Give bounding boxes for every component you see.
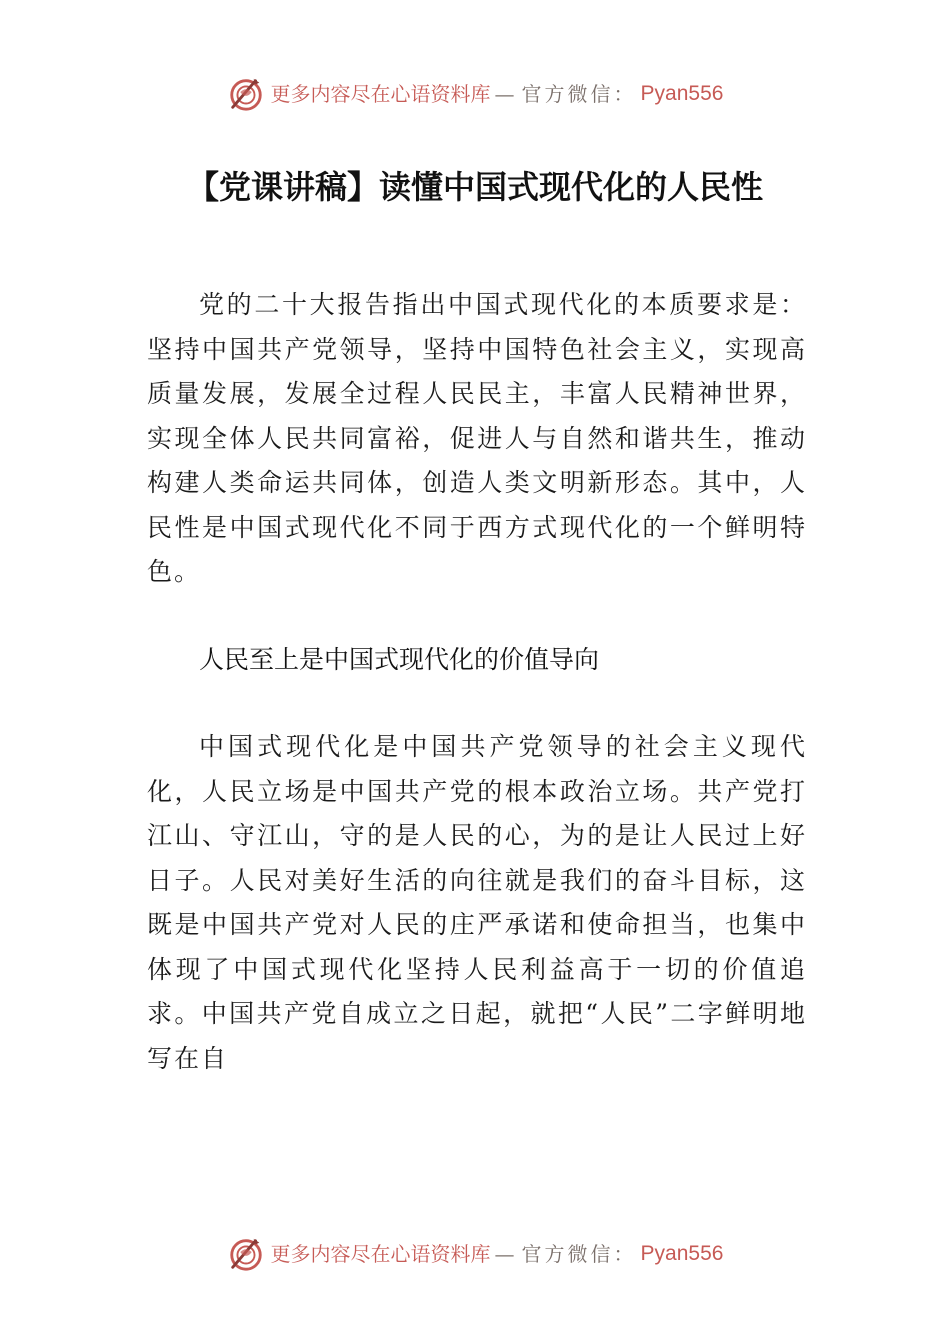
- banner-wechat-id: Pyan556: [640, 82, 724, 105]
- section-heading: 人民至上是中国式现代化的价值导向: [199, 645, 600, 674]
- footer-banner: [0, 1234, 950, 1274]
- banner-official-label: 官方微信：: [521, 82, 637, 106]
- paragraph-intro: 党的二十大报告指出中国式现代化的本质要求是：坚持中国共产党领导，坚持中国特色社会主义，实现高质量发展，发展全过程人民民主，丰富人民精神世界，实现全体人民共同富裕，促进人与自然和谐共生，推动构建人类命运共同体，创造人类文明新形态。其中，人民性是中国式现代化不同于西方式现代化的一个鲜明特色。: [147, 290, 807, 586]
- banner-dash: —: [494, 82, 518, 106]
- banner-wechat-id: Pyan556: [640, 1242, 724, 1265]
- header-banner: [0, 74, 950, 114]
- document-title: 【党课讲稿】读懂中国式现代化的人民性: [186, 168, 763, 206]
- banner-dash: —: [494, 1242, 518, 1266]
- paragraph-section-1: 中国式现代化是中国共产党领导的社会主义现代化，人民立场是中国共产党的根本政治立场。共产党打江山、守江山，守的是人民的心，为的是让人民过上好日子。人民对美好生活的向往就是我们的奋斗目标，这既是中国共产党对人民的庄严承诺和使命担当，也集中体现了中国式现代化坚持人民利益高于一切的价值追求。中国共产党自成立之日起，就把“人民”二字鲜明地写在自: [147, 732, 807, 1073]
- banner-promo-text: 更多内容尽在心语资料库: [270, 82, 491, 106]
- brand-logo-icon: [227, 75, 265, 113]
- brand-logo-icon: [227, 1235, 265, 1273]
- banner-promo-text: 更多内容尽在心语资料库: [270, 1242, 491, 1266]
- banner-official-label: 官方微信：: [521, 1242, 637, 1266]
